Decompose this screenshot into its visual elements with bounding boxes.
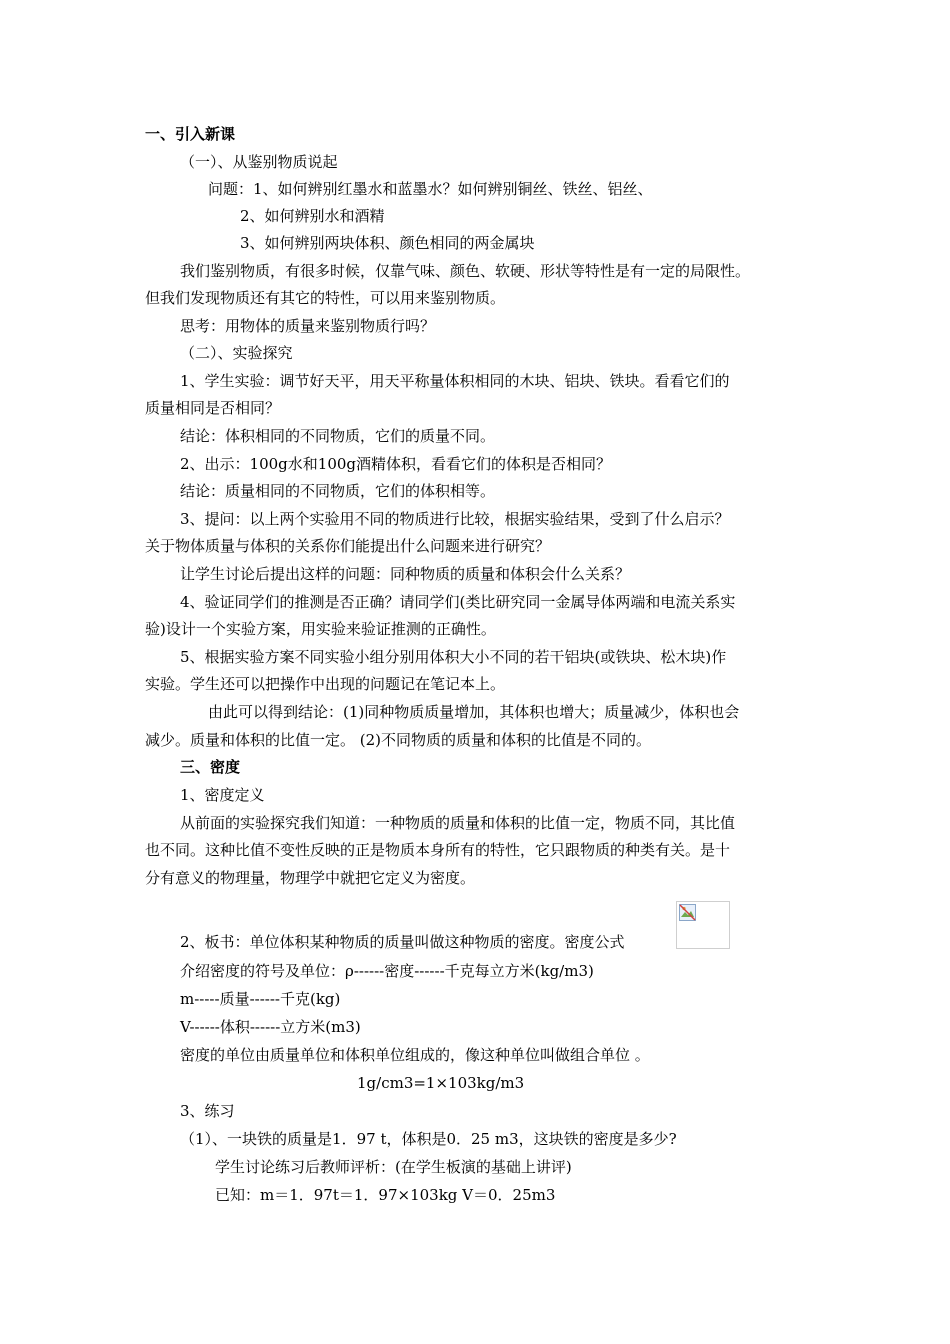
paragraph-line: V------体积------立方米(m3): [180, 1018, 361, 1036]
paragraph-line: 减少。质量和体积的比值一定。 (2)不同物质的质量和体积的比值是不同的。: [145, 731, 652, 749]
paragraph-line: 2、板书：单位体积某种物质的质量叫做这种物质的密度。密度公式: [180, 933, 625, 951]
paragraph-line: 关于物体质量与体积的关系你们能提出什么问题来进行研究？: [145, 537, 551, 555]
paragraph-line: 思考：用物体的质量来鉴别物质行吗？: [180, 317, 436, 335]
subheading-practice: 3、练习: [180, 1102, 235, 1120]
paragraph-line: 实验。学生还可以把操作中出现的问题记在笔记本上。: [145, 675, 506, 693]
paragraph-line: m-----质量------千克(kg): [180, 990, 341, 1008]
paragraph-line: 1、密度定义: [180, 786, 265, 804]
paragraph-line: 密度的单位由质量单位和体积单位组成的，像这种单位叫做组合单位 。: [180, 1046, 650, 1064]
broken-image-icon: [679, 904, 697, 922]
formula-image-placeholder: [676, 901, 730, 949]
heading-intro: 一、引入新课: [145, 125, 236, 143]
paragraph-line: 结论：体积相同的不同物质，它们的质量不同。: [180, 427, 496, 445]
practice-question: （1）、一块铁的质量是1．97 t，体积是0．25 m3，这块铁的密度是多少?: [180, 1130, 677, 1148]
paragraph-line: 质量相同是否相同？: [145, 399, 281, 417]
paragraph-line: 我们鉴别物质，有很多时候，仅靠气味、颜色、软硬、形状等特性是有一定的局限性。: [180, 262, 751, 280]
paragraph-line: 介绍密度的符号及单位：ρ------密度------千克每立方米(kg/m3): [180, 962, 594, 980]
paragraph-line: 学生讨论练习后教师评析：(在学生板演的基础上讲评): [215, 1158, 572, 1176]
paragraph-line: 验)设计一个实验方案，用实验来验证推测的正确性。: [145, 620, 496, 638]
paragraph-line: 3、提问：以上两个实验用不同的物质进行比较，根据实验结果，受到了什么启示？: [180, 510, 730, 528]
question-3: 3、如何辨别两块体积、颜色相同的两金属块: [240, 234, 535, 252]
subheading-experiment: （二）、实验探究: [180, 344, 293, 362]
paragraph-line: 1、学生实验：调节好天平，用天平称量体积相同的木块、铝块、铁块。看看它们的: [180, 372, 730, 390]
known-values: 已知：m＝1．97t＝1．97×103kg V＝0．25m3: [215, 1186, 556, 1204]
paragraph-line: 也不同。这种比值不变性反映的正是物质本身所有的特性，它只跟物质的种类有关。是十: [145, 841, 731, 859]
paragraph-line: 5、根据实验方案不同实验小组分别用体积大小不同的若干铝块(或铁块、松木块)作: [180, 648, 727, 666]
question-1: 问题：1、如何辨别红墨水和蓝墨水？如何辨别铜丝、铁丝、铝丝、: [208, 180, 653, 198]
unit-conversion: 1g/cm3=1×103kg/m3: [357, 1074, 525, 1092]
paragraph-line: 从前面的实验探究我们知道：一种物质的质量和体积的比值一定，物质不同，其比值: [180, 814, 736, 832]
paragraph-line: 2、出示：100g水和100g酒精体积，看看它们的体积是否相同？: [180, 455, 612, 473]
paragraph-line: 让学生讨论后提出这样的问题：同种物质的质量和体积会什么关系？: [180, 565, 631, 583]
subheading-identify: （一）、从鉴别物质说起: [180, 153, 338, 171]
paragraph-line: 4、验证同学们的推测是否正确？请同学们(类比研究同一金属导体两端和电流关系实: [180, 593, 736, 611]
paragraph-line: 结论：质量相同的不同物质，它们的体积相等。: [180, 482, 496, 500]
paragraph-line: 分有意义的物理量，物理学中就把它定义为密度。: [145, 869, 476, 887]
paragraph-line: 由此可以得到结论：(1)同种物质质量增加，其体积也增大；质量减少，体积也会: [208, 703, 740, 721]
question-2: 2、如何辨别水和酒精: [240, 207, 385, 225]
paragraph-line: 但我们发现物质还有其它的特性，可以用来鉴别物质。: [145, 289, 506, 307]
heading-density: 三、密度: [180, 758, 241, 776]
